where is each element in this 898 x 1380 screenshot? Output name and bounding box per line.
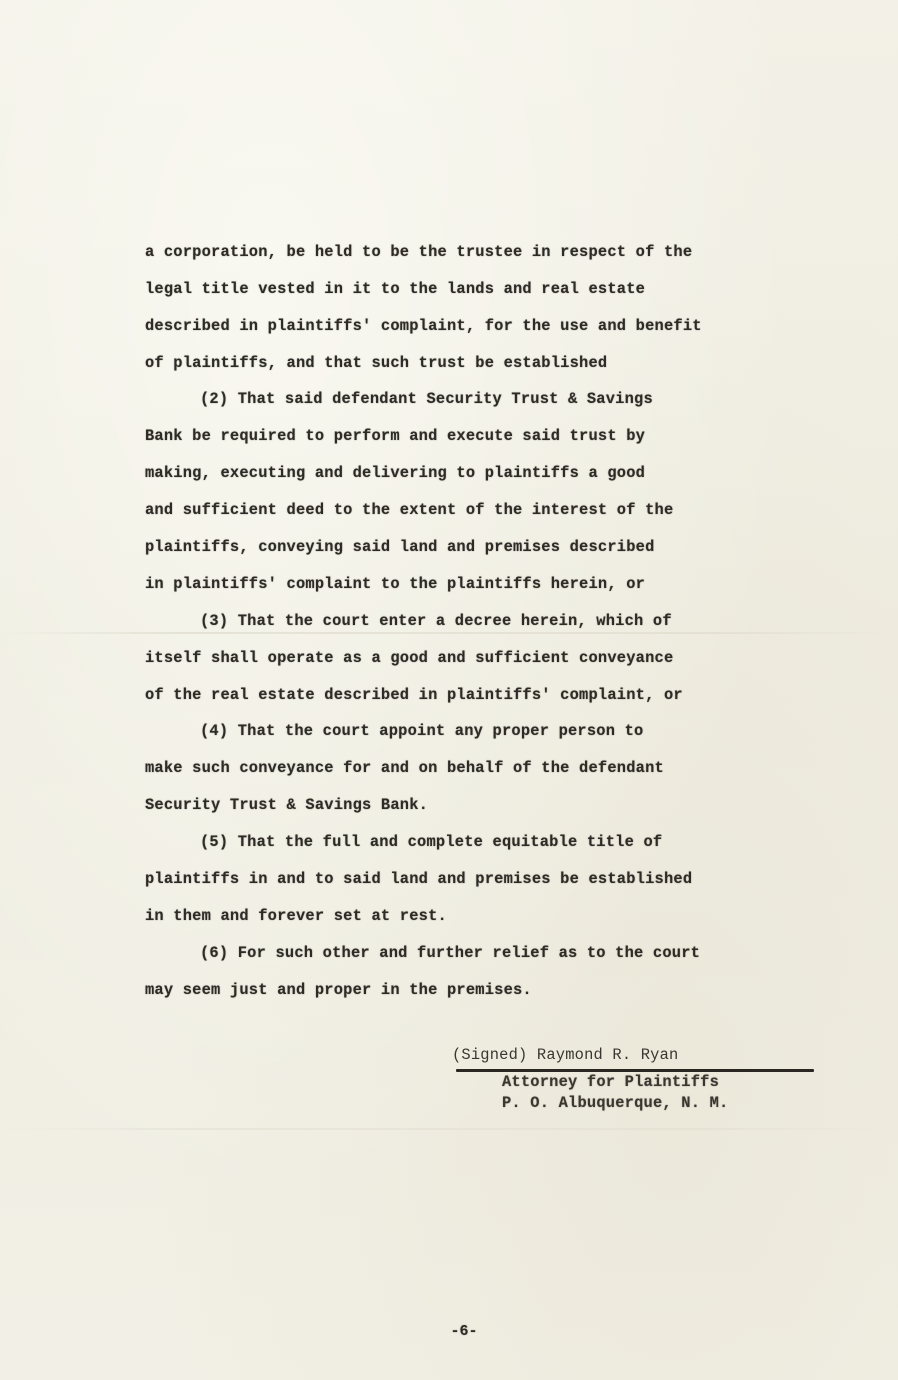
clause-5-line-2: plaintiffs in and to said land and premises be established (145, 870, 693, 888)
clause-6-line-1: (6) For such other and further relief as to the court (200, 944, 701, 962)
clause-4-line-1: (4) That the court appoint any proper person to (200, 722, 644, 740)
clause-2-line-5: plaintiffs, conveying said land and premises described (145, 538, 655, 556)
paper-fold-line (0, 632, 898, 634)
clause-2-line-3: making, executing and delivering to plaintiffs a good (145, 464, 646, 482)
clause-2-line-4: and sufficient deed to the extent of the interest of the (145, 501, 674, 519)
page-number: -6- (450, 1323, 478, 1340)
body-line-3: described in plaintiffs' complaint, for the use and benefit (145, 317, 702, 335)
clause-5-line-1: (5) That the full and complete equitable title of (200, 833, 663, 851)
signed-name: (Signed) Raymond R. Ryan (452, 1046, 679, 1064)
clause-3-line-1: (3) That the court enter a decree herein, which of (200, 612, 672, 630)
clause-2-line-1: (2) That said defendant Security Trust & Savings (200, 390, 653, 408)
clause-6-line-2: may seem just and proper in the premises. (145, 981, 532, 999)
attorney-title: Attorney for Plaintiffs (502, 1073, 720, 1091)
attorney-address: P. O. Albuquerque, N. M. (502, 1094, 729, 1112)
clause-4-line-2: make such conveyance for and on behalf of the defendant (145, 759, 664, 777)
clause-3-line-3: of the real estate described in plaintiffs' complaint, or (145, 686, 683, 704)
clause-5-line-3: in them and forever set at rest. (145, 907, 447, 925)
clause-2-line-2: Bank be required to perform and execute said trust by (145, 427, 646, 445)
body-line-4: of plaintiffs, and that such trust be established (145, 354, 608, 372)
clause-2-line-6: in plaintiffs' complaint to the plaintiffs herein, or (145, 575, 646, 593)
body-line-2: legal title vested in it to the lands and real estate (145, 280, 646, 298)
clause-3-line-2: itself shall operate as a good and sufficient conveyance (145, 649, 674, 667)
signature-rule (456, 1069, 814, 1072)
paper-fold-line (0, 1128, 898, 1130)
body-line-1: a corporation, be held to be the trustee in respect of the (145, 243, 693, 261)
clause-4-line-3: Security Trust & Savings Bank. (145, 796, 429, 814)
